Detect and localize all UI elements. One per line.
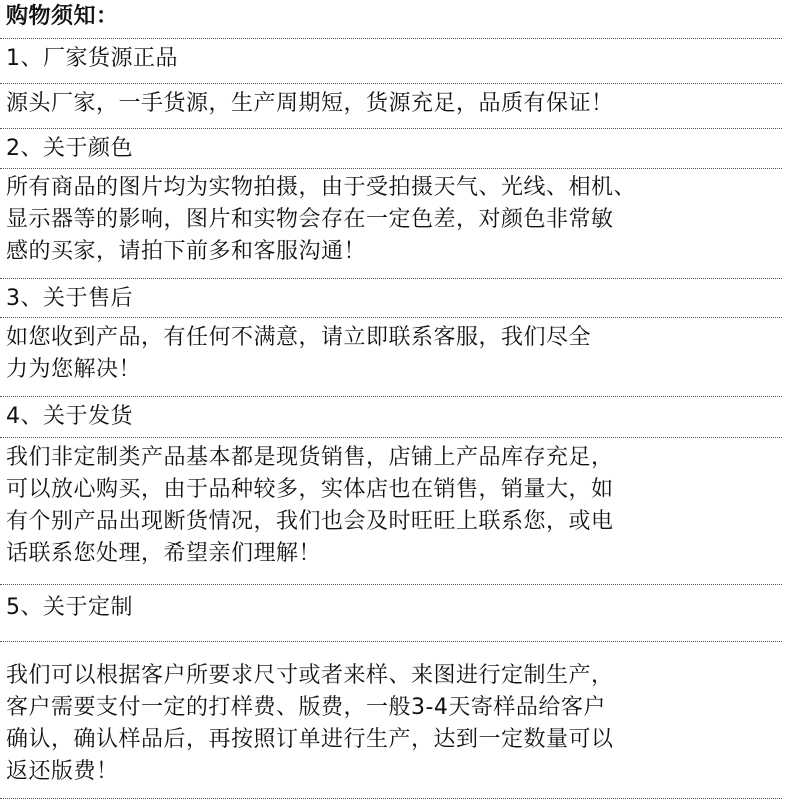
section-body-2: [6, 172, 782, 268]
divider: [0, 437, 782, 438]
section-body-3: [6, 322, 782, 386]
section-heading-2: 2、关于颜色: [6, 136, 133, 161]
body-line: 可以放心购买，由于品种较多，实体店也在销售，销量大，如: [6, 477, 614, 502]
body-line: 所有商品的图片均为实物拍摄，由于受拍摄天气、光线、相机、: [6, 175, 637, 200]
body-line: 确认，确认样品后，再按照订单进行生产，达到一定数量可以: [6, 727, 614, 752]
section-heading-3: 3、关于售后: [6, 286, 133, 311]
divider: [0, 584, 782, 585]
divider: [0, 128, 782, 129]
divider: [0, 278, 782, 279]
body-line: 话联系您处理，希望亲们理解！: [6, 541, 322, 566]
body-line: 源头厂家，一手货源，生产周期短，货源充足，品质有保证！: [6, 91, 614, 116]
body-line: 我们非定制类产品基本都是现货销售，店铺上产品库存充足，: [6, 445, 614, 470]
divider: [0, 798, 782, 799]
divider: [0, 641, 782, 642]
section-body-4: [6, 442, 782, 570]
body-line: 客户需要支付一定的打样费、版费，一般3-4天寄样品给客户: [6, 695, 606, 720]
section-body-5: [6, 660, 782, 788]
section-body-1: [6, 88, 782, 120]
section-heading-4: 4、关于发货: [6, 404, 133, 429]
divider: [0, 83, 782, 84]
page-title: 购物须知：: [6, 4, 119, 29]
body-line: 返还版费！: [6, 759, 119, 784]
body-line: 如您收到产品，有任何不满意，请立即联系客服，我们尽全: [6, 325, 592, 350]
divider: [0, 317, 782, 318]
body-line: 我们可以根据客户所要求尺寸或者来样、来图进行定制生产，: [6, 663, 614, 688]
section-heading-1: 1、厂家货源正品: [6, 46, 178, 71]
body-line: 有个别产品出现断货情况，我们也会及时旺旺上联系您，或电: [6, 509, 614, 534]
body-line: 力为您解决！: [6, 357, 142, 382]
divider: [0, 38, 782, 39]
body-line: 显示器等的影响，图片和实物会存在一定色差，对颜色非常敏: [6, 207, 614, 232]
divider: [0, 168, 782, 169]
section-heading-5: 5、关于定制: [6, 595, 133, 620]
body-line: 感的买家，请拍下前多和客服沟通！: [6, 239, 367, 264]
divider: [0, 396, 782, 397]
